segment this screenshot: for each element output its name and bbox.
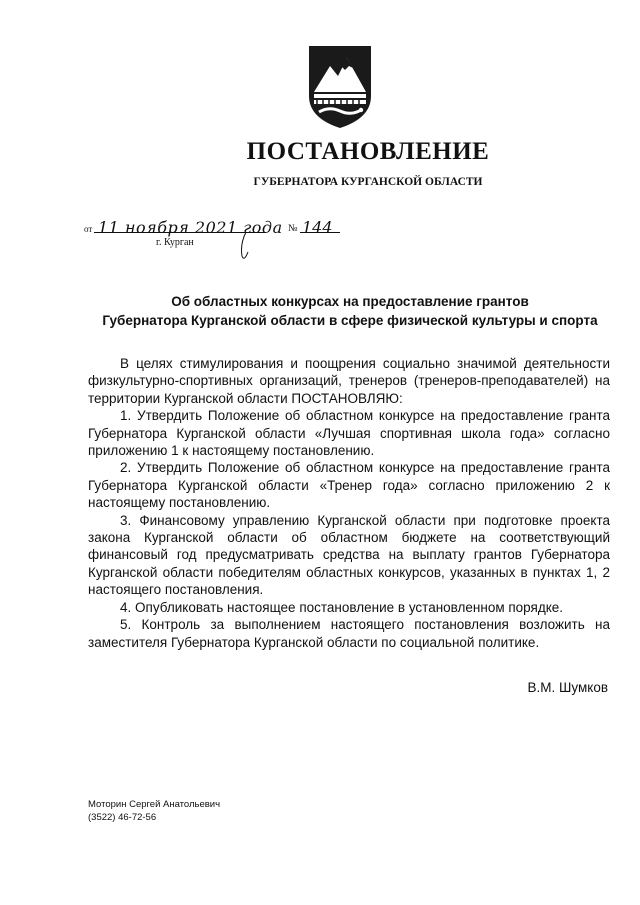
contact-block [88,798,220,824]
date-number-line [84,218,364,262]
preamble-paragraph: В целях стимулирования и поощрения социально значимой деятельности физкультурно-спортивных организаций, тренеров (тренеров-преподавателей) на территории Курганской области ПОСТАНОВЛЯЮ: [88,356,610,406]
contact-name: Моторин Сергей Анатольевич [88,799,221,810]
document-title: ПОСТАНОВЛЕНИЕ [246,138,490,165]
date-handwritten: 11 ноября 2021 года [98,218,283,237]
clause-5: 5. Контроль за выполнением настоящего постановления возложить на заместителя Губернатора Курганской области по социальной политике. [88,617,610,650]
contact-phone: (3522) 46-72-56 [88,812,157,823]
heading-line-1: Об областных конкурсах на предоставление грантов [171,294,529,309]
document-heading [60,292,640,330]
clause-3: 3. Финансовому управлению Курганской области при подготовке проекта закона Курганской области об областном бюджете на соответствующий финансовый год предусматривать средства на выплату грантов Губернатора Курганской области победителям областных конкурсов, указанных в пунктах 1, 2 настоящего постановления. [88,512,610,598]
clause-1: 1. Утвердить Положение об областном конкурсе на предоставление гранта Губернатора Курганской области «Лучшая спортивная школа года» согласно приложению 1 к настоящему постановлению. [88,408,610,459]
document-body [88,355,610,651]
signatory-name: В.М. Шумков [527,680,608,695]
clause-2: 2. Утвердить Положение об областном конкурсе на предоставление гранта Губернатора Курганской области «Тренер года» согласно приложению 2 к настоящему постановлению. [88,460,610,511]
number-handwritten: 144 [302,218,333,237]
document-issuer: ГУБЕРНАТОРА КУРГАНСКОЙ ОБЛАСТИ [253,176,483,188]
date-prefix: от [84,224,93,234]
coat-of-arms-emblem [305,44,375,130]
handwritten-swash [226,230,256,262]
number-prefix: № [288,223,298,234]
place-label: г. Курган [156,237,194,248]
heading-line-2: Губернатора Курганской области в сфере физической культуры и спорта [102,313,598,328]
number-underline [300,232,340,233]
clause-4: 4. Опубликовать настоящее постановление в установленном порядке. [120,599,564,615]
